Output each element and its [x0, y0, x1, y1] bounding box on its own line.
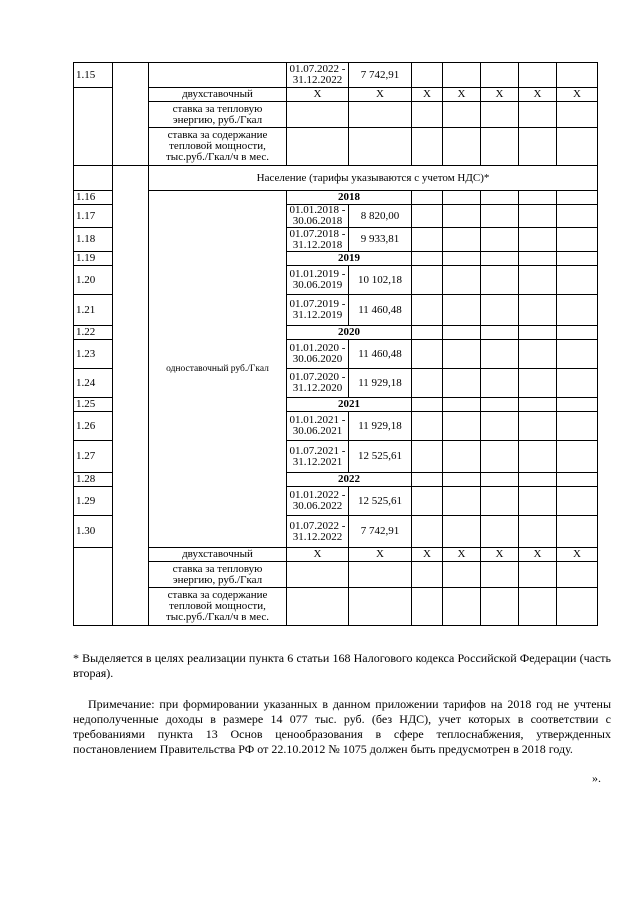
row-number: 1.22 [74, 326, 113, 340]
row-number: 1.23 [74, 340, 113, 369]
table-row [74, 191, 598, 205]
table-row [74, 562, 598, 588]
heat-rate-label: ставка за тепловую энергию, руб./Гкал [149, 102, 287, 128]
row-number: 1.15 [74, 63, 113, 88]
row-number: 1.18 [74, 228, 113, 252]
table-row [74, 588, 598, 626]
tariff-value: 7 742,91 [349, 63, 412, 88]
closing-quote: ». [592, 771, 601, 785]
year-heading: 2018 [287, 191, 412, 205]
year-heading: 2020 [287, 326, 412, 340]
row-number: 1.28 [74, 473, 113, 487]
x-mark: X [481, 548, 519, 562]
x-mark: X [519, 88, 557, 102]
x-mark: X [481, 88, 519, 102]
table-row [74, 166, 598, 191]
period-cell: 01.07.2022 - 31.12.2022 [287, 63, 349, 88]
empty-cell [113, 63, 149, 166]
x-mark: X [557, 88, 598, 102]
row-number: 1.24 [74, 369, 113, 398]
section-heading: Население (тарифы указываются с учетом НДС)* [149, 166, 598, 191]
tariff-value: 12 525,61 [349, 487, 412, 516]
capacity-rate-label: ставка за содержание тепловой мощности, тыс.руб./Гкал/ч в мес. [149, 588, 287, 626]
capacity-rate-label: ставка за содержание тепловой мощности, тыс.руб./Гкал/ч в мес. [149, 128, 287, 166]
table-row [74, 88, 598, 102]
tariff-value: 11 460,48 [349, 340, 412, 369]
x-mark: X [349, 88, 412, 102]
empty-cell [74, 88, 113, 166]
x-mark: X [287, 88, 349, 102]
x-mark: X [412, 548, 443, 562]
heat-rate-label: ставка за тепловую энергию, руб./Гкал [149, 562, 287, 588]
period-cell: 01.01.2020 - 30.06.2020 [287, 340, 349, 369]
row-number: 1.21 [74, 295, 113, 326]
empty-cell [149, 63, 287, 88]
row-number: 1.29 [74, 487, 113, 516]
table-row [74, 63, 598, 88]
tariff-value: 10 102,18 [349, 266, 412, 295]
vat-footnote: * Выделяется в целях реализации пункта 6 статьи 168 Налогового кодекса Российской Федерации (часть вторая). [73, 651, 611, 680]
period-cell: 01.01.2022 - 30.06.2022 [287, 487, 349, 516]
empty-cell [113, 166, 149, 626]
tariff-value: 12 525,61 [349, 441, 412, 473]
x-mark: X [349, 548, 412, 562]
period-cell: 01.01.2018 - 30.06.2018 [287, 205, 349, 228]
table-row [74, 548, 598, 562]
empty-cell [74, 548, 113, 626]
row-number: 1.30 [74, 516, 113, 548]
table-row [74, 128, 598, 166]
year-heading: 2022 [287, 473, 412, 487]
single-rate-label: одноставочный руб./Гкал [149, 191, 287, 548]
x-mark: X [557, 548, 598, 562]
x-mark: X [412, 88, 443, 102]
period-cell: 01.07.2018 - 31.12.2018 [287, 228, 349, 252]
period-cell: 01.01.2021 - 30.06.2021 [287, 412, 349, 441]
x-mark: X [443, 548, 481, 562]
period-cell: 01.07.2022 - 31.12.2022 [287, 516, 349, 548]
x-mark: X [287, 548, 349, 562]
period-cell: 01.01.2019 - 30.06.2019 [287, 266, 349, 295]
tariff-value: 11 460,48 [349, 295, 412, 326]
table-row [74, 102, 598, 128]
x-mark: X [443, 88, 481, 102]
remark-paragraph: Примечание: при формировании указанных в данном приложении тарифов на 2018 год не учтены недополученные доходы в размере 14 077 тыс. руб. (без НДС), учет которых в соответствии с требованиями пункта 13 Основ ценообразования в сфере теплоснабжения, утвержденных постановлением Правительства РФ от 22.10.2012 № 1075 должен быть предусмотрен в 2018 году. [73, 697, 611, 756]
period-cell: 01.07.2019 - 31.12.2019 [287, 295, 349, 326]
row-number: 1.26 [74, 412, 113, 441]
row-number: 1.17 [74, 205, 113, 228]
tariff-value: 8 820,00 [349, 205, 412, 228]
row-number: 1.19 [74, 252, 113, 266]
tariff-table [73, 62, 598, 626]
two-part-label: двухставочный [149, 548, 287, 562]
period-cell: 01.07.2021 - 31.12.2021 [287, 441, 349, 473]
tariff-value: 9 933,81 [349, 228, 412, 252]
tariff-value: 11 929,18 [349, 412, 412, 441]
year-heading: 2021 [287, 398, 412, 412]
tariff-value: 7 742,91 [349, 516, 412, 548]
empty-cell [74, 166, 113, 191]
row-number: 1.27 [74, 441, 113, 473]
two-part-label: двухставочный [149, 88, 287, 102]
row-number: 1.16 [74, 191, 113, 205]
period-cell: 01.07.2020 - 31.12.2020 [287, 369, 349, 398]
x-mark: X [519, 548, 557, 562]
year-heading: 2019 [287, 252, 412, 266]
row-number: 1.20 [74, 266, 113, 295]
tariff-value: 11 929,18 [349, 369, 412, 398]
row-number: 1.25 [74, 398, 113, 412]
